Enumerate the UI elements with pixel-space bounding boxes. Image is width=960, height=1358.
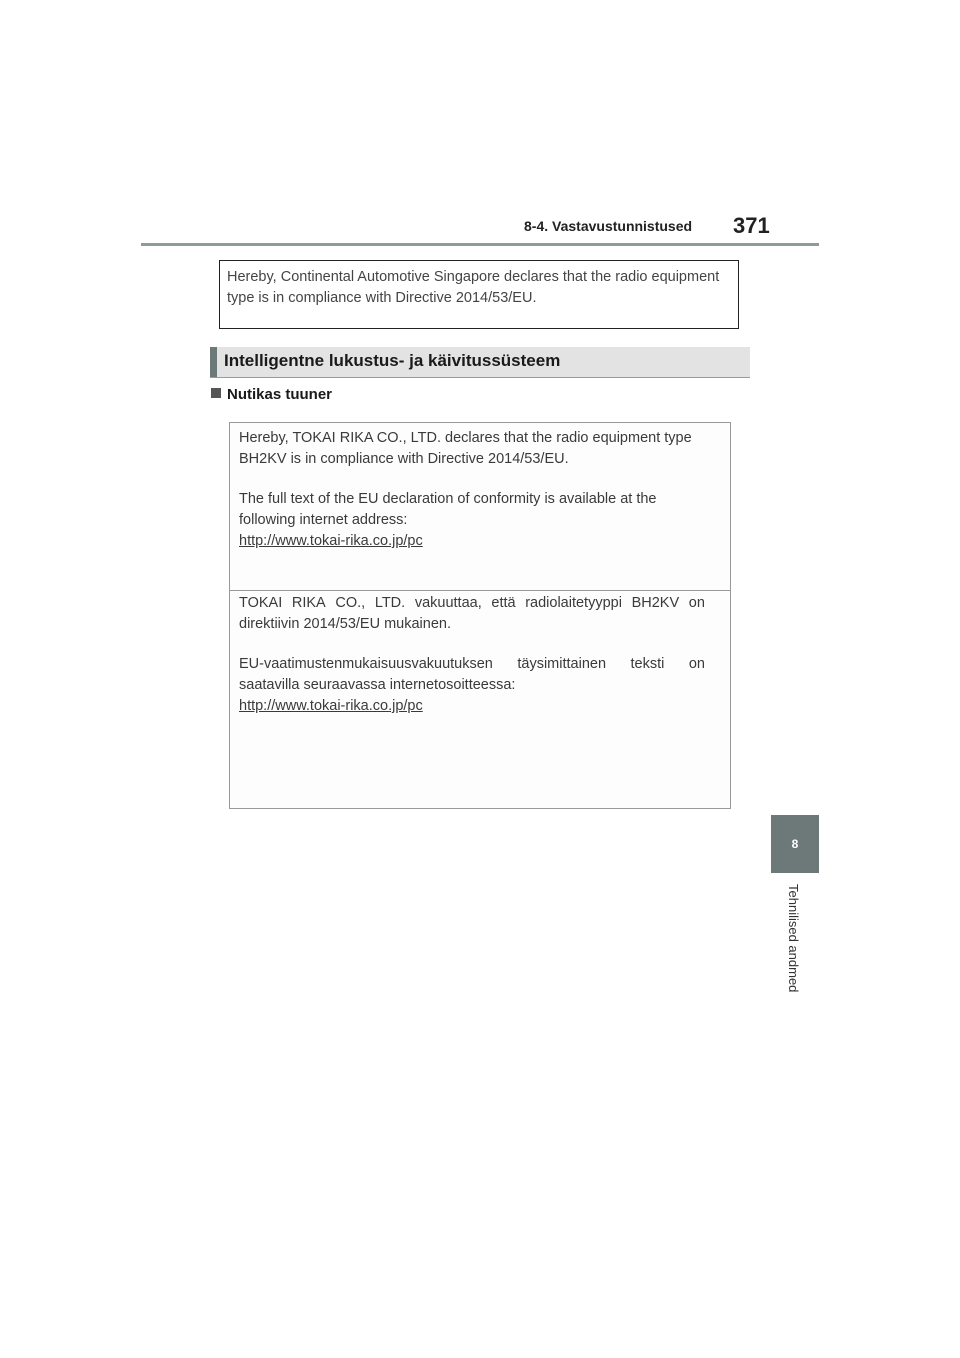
word: on <box>688 595 705 611</box>
english-declaration-2 <box>239 489 724 552</box>
chapter-number: 8 <box>791 837 799 851</box>
word: EU-vaatimustenmukaisuusvakuutuksen <box>239 656 493 672</box>
word: vakuuttaa, <box>414 595 482 611</box>
declaration-line <box>239 654 705 675</box>
declaration-line: direktiivin 2014/53/EU mukainen. <box>239 616 451 632</box>
english-declaration-1 <box>239 428 724 470</box>
header-rule <box>141 243 819 246</box>
declaration-link[interactable]: http://www.tokai-rika.co.jp/pc <box>239 698 423 714</box>
word: että <box>491 595 516 611</box>
word: täysimittainen <box>517 656 607 672</box>
declaration-box-continental <box>219 260 739 329</box>
declaration-box-tokai-rika <box>229 422 731 809</box>
declaration-line <box>239 593 705 614</box>
word: teksti <box>630 656 665 672</box>
word: TOKAI <box>239 595 283 611</box>
section-title: Intelligentne lukustus- ja käivitussüsteem <box>224 351 561 370</box>
finnish-declaration-2 <box>239 654 705 717</box>
word: BH2KV <box>631 595 680 611</box>
subheading-text: Nutikas tuuner <box>227 386 333 403</box>
declaration-line: saatavilla seuraavassa internetosoitteessa: <box>239 677 516 693</box>
declaration-link[interactable]: http://www.tokai-rika.co.jp/pc <box>239 533 423 549</box>
declaration-line: Hereby, Continental Automotive Singapore declares that the radio equipment <box>227 269 720 285</box>
square-bullet-icon <box>211 388 221 398</box>
section-accent <box>210 347 217 377</box>
header-section-title: 8-4. Vastavustunnistused <box>524 218 693 234</box>
word: RIKA <box>291 595 326 611</box>
declaration-line: type is in compliance with Directive 2014/53/EU. <box>227 290 537 306</box>
chapter-label: Tehnilised andmed <box>786 884 801 993</box>
box-divider <box>230 590 730 591</box>
word: radiolaitetyyppi <box>525 595 622 611</box>
section-heading-bar <box>210 347 750 378</box>
finnish-declaration-1 <box>239 593 705 635</box>
declaration-line: BH2KV is in compliance with Directive 2014/53/EU. <box>239 451 569 467</box>
declaration-line: The full text of the EU declaration of conformity is available at the <box>239 491 657 507</box>
chapter-tab <box>771 815 819 873</box>
word: LTD. <box>374 595 406 611</box>
page-number: 371 <box>733 213 770 238</box>
declaration-line: Hereby, TOKAI RIKA CO., LTD. declares that the radio equipment type <box>239 430 692 446</box>
word: on <box>688 656 705 672</box>
subheading <box>211 386 332 403</box>
word: CO., <box>335 595 366 611</box>
declaration-line: following internet address: <box>239 512 408 528</box>
